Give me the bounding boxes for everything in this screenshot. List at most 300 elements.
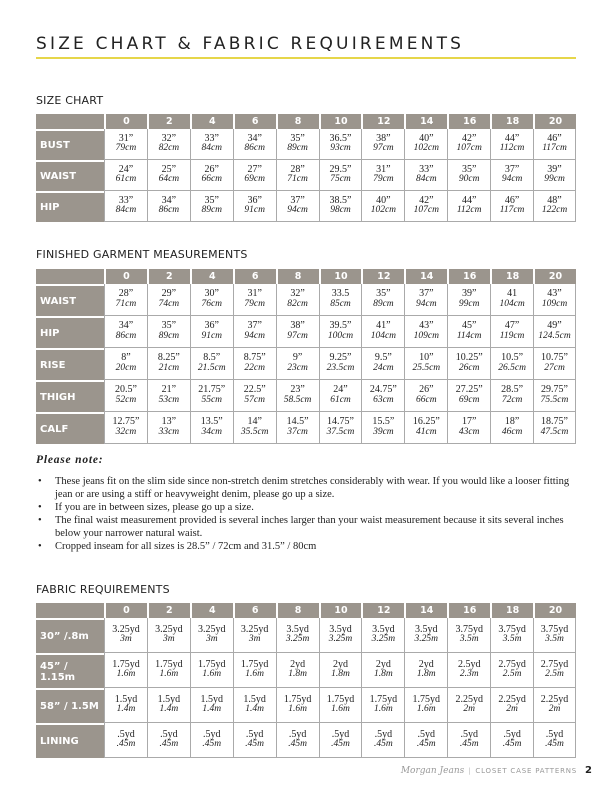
imperial-value: 28” [118,288,134,300]
measurement-cell [361,284,404,316]
measurement-cell [404,653,447,688]
metric-value: .45m [416,739,436,750]
imperial-value: 20.5” [114,384,137,396]
imperial-value: 37” [504,163,520,175]
measurement-cell [490,380,533,412]
table-corner [36,114,104,129]
metric-value: 2m [548,704,561,715]
measurement-cell [404,160,447,191]
imperial-value: .5yd [460,728,478,740]
imperial-value: 2.25yd [540,693,569,705]
imperial-value: 1.5yd [114,693,138,705]
metric-value: 27cm [544,362,565,373]
metric-value: 3.25m [371,634,396,645]
measurement-cell [447,191,490,222]
measurement-cell [190,284,233,316]
measurement-cell [104,129,147,160]
imperial-value: 3.5yd [329,623,352,635]
finished-garment-table [36,269,576,444]
row-label: LINING [36,723,104,758]
imperial-value: 37” [247,320,262,332]
imperial-value: 21” [161,384,177,396]
metric-value: 100cm [327,330,354,341]
imperial-value: 15.5” [372,416,395,428]
size-column-header: 10 [319,603,362,618]
metric-value: 97cm [287,330,308,341]
notes-list [36,475,576,553]
metric-value: 1.6m [159,669,179,680]
measurement-cell [319,129,362,160]
imperial-value: 1.75yd [369,693,398,705]
metric-value: .45m [331,739,350,750]
measurement-cell [404,316,447,348]
measurement-cell [319,191,362,222]
imperial-value: 8” [121,352,131,364]
imperial-value: 3.25yd [155,623,183,635]
imperial-value: 8.5” [203,352,221,364]
size-column-header: 18 [490,603,533,618]
measurement-cell [404,688,447,723]
measurement-cell [533,348,576,380]
finished-garment-heading: FINISHED GARMENT MEASUREMENTS [36,248,248,261]
footer-brand: Morgan Jeans [400,765,465,776]
metric-value: 25.5cm [412,362,441,373]
measurement-cell [447,348,490,380]
imperial-value: 16.25” [412,416,440,428]
measurement-cell [404,191,447,222]
metric-value: 26cm [458,362,480,373]
metric-value: .45m [116,739,136,750]
metric-value: .45m [459,739,479,750]
imperial-value: 49” [547,320,562,332]
measurement-cell [404,129,447,160]
measurement-cell [319,688,362,723]
metric-value: 1.8m [331,669,350,680]
metric-value: 85cm [330,298,351,309]
measurement-cell [361,129,404,160]
size-column-header: 16 [447,114,490,129]
imperial-value: 35” [204,194,219,206]
table-row [36,160,576,191]
measurement-cell [533,284,576,316]
metric-value: 61cm [115,174,137,185]
row-label: WAIST [36,284,104,316]
imperial-value: .5yd [203,728,221,740]
size-column-header: 6 [233,603,276,618]
measurement-cell [447,688,490,723]
measurement-cell [490,284,533,316]
measurement-cell [233,348,276,380]
imperial-value: 10.25” [455,352,483,364]
imperial-value: 26” [204,163,219,175]
measurement-cell [533,618,576,653]
metric-value: 93cm [330,143,351,154]
size-column-header: 12 [361,603,404,618]
measurement-cell [276,380,319,412]
measurement-cell [361,316,404,348]
measurement-cell [233,160,276,191]
imperial-value: 44” [461,194,477,206]
imperial-value: 22.5” [243,384,266,396]
imperial-value: 2yd [332,658,348,670]
metric-value: 47.5cm [540,426,569,437]
measurement-cell [190,618,233,653]
metric-value: 107cm [413,205,439,216]
measurement-cell [490,618,533,653]
metric-value: 3.25m [285,634,310,645]
measurement-cell [104,653,147,688]
measurement-cell [104,284,147,316]
imperial-value: 14.5” [286,416,309,428]
imperial-value: 8.75” [243,352,266,364]
metric-value: 1.6m [288,704,307,715]
measurement-cell [361,160,404,191]
imperial-value: .5yd [545,728,564,740]
imperial-value: 39” [547,163,562,175]
metric-value: 75cm [330,174,351,185]
table-row [36,723,576,758]
metric-value: 37.5cm [326,426,355,437]
metric-value: 1.8m [416,669,436,680]
imperial-value: 43” [547,288,562,300]
metric-value: 3m [205,634,218,645]
row-label: WAIST [36,160,104,191]
size-column-header: 0 [104,114,147,129]
size-column-header: 8 [276,114,319,129]
measurement-cell [319,618,362,653]
metric-value: 1.4m [202,704,222,715]
metric-value: 1.6m [416,704,436,715]
imperial-value: 3.5yd [372,623,395,635]
imperial-value: 3.5yd [415,623,438,635]
imperial-value: 18.75” [541,416,568,428]
metric-value: 43cm [458,426,480,437]
metric-value: .45m [288,739,307,750]
imperial-value: 24” [333,384,348,396]
measurement-cell [233,380,276,412]
imperial-value: 35” [461,163,477,175]
imperial-value: 38” [290,320,305,332]
metric-value: .45m [202,739,222,750]
imperial-value: 10.5” [501,352,524,364]
imperial-value: 34” [118,320,134,332]
measurement-cell [276,653,319,688]
metric-value: 119cm [499,330,525,341]
imperial-value: 42” [419,194,434,206]
metric-value: 1.8m [288,669,307,680]
metric-value: 58.5cm [283,394,312,405]
measurement-cell [233,284,276,316]
measurement-cell [104,348,147,380]
footer-separator: | [468,766,472,775]
metric-value: 66cm [201,174,223,185]
measurement-cell [361,380,404,412]
measurement-cell [361,191,404,222]
measurement-cell [490,412,533,444]
imperial-value: 41 [507,288,518,300]
metric-value: 3m [120,634,132,645]
metric-value: 91cm [244,205,265,216]
measurement-cell [147,723,190,758]
size-column-header: 2 [147,603,190,618]
metric-value: 21cm [158,362,180,373]
imperial-value: .5yd [331,728,350,740]
size-column-header: 18 [490,269,533,284]
imperial-value: 1.5yd [157,693,181,705]
imperial-value: 1.75yd [198,658,226,670]
imperial-value: 3.25yd [198,623,226,635]
imperial-value: 10” [419,352,434,364]
measurement-cell [147,618,190,653]
imperial-value: 3.25yd [112,623,140,635]
measurement-cell [276,688,319,723]
table-corner [36,603,104,618]
metric-value: 1.6m [116,669,136,680]
fabric-requirements-table [36,603,576,758]
metric-value: 37cm [287,426,308,437]
page-number: 2 [585,765,592,776]
metric-value: 94cm [287,205,308,216]
measurement-cell [533,316,576,348]
imperial-value: .5yd [245,728,264,740]
imperial-value: 13” [161,416,177,428]
measurement-cell [533,412,576,444]
table-row [36,348,576,380]
metric-value: 112cm [499,143,525,154]
measurement-cell [319,653,362,688]
imperial-value: 37” [290,194,305,206]
measurement-cell [361,348,404,380]
measurement-cell [147,688,190,723]
metric-value: 79cm [373,174,394,185]
size-column-header: 12 [361,269,404,284]
imperial-value: 10.75” [541,352,568,364]
metric-value: 46cm [501,426,523,437]
metric-value: 55cm [201,394,223,405]
measurement-cell [190,380,233,412]
imperial-value: 1.75yd [412,693,441,705]
table-row [36,412,576,444]
measurement-cell [276,284,319,316]
imperial-value: 43” [419,320,434,332]
metric-value: 79cm [244,298,265,309]
size-chart-table [36,114,576,222]
imperial-value: 14” [247,416,262,428]
measurement-cell [233,688,276,723]
imperial-value: 23” [290,384,305,396]
size-column-header: 2 [147,114,190,129]
measurement-cell [233,653,276,688]
measurement-cell [361,688,404,723]
measurement-cell [533,191,576,222]
measurement-cell [190,653,233,688]
measurement-cell [404,723,447,758]
size-chart-heading: SIZE CHART [36,94,104,107]
measurement-cell [361,412,404,444]
measurement-cell [533,688,576,723]
table-row [36,653,576,688]
measurement-cell [190,348,233,380]
measurement-cell [490,191,533,222]
metric-value: 2.5m [502,669,522,680]
measurement-cell [276,412,319,444]
measurement-cell [147,316,190,348]
imperial-value: 33” [419,163,434,175]
measurement-cell [319,380,362,412]
metric-value: 86cm [115,330,137,341]
imperial-value: 1.75yd [240,658,269,670]
imperial-value: 26” [419,384,434,396]
imperial-value: 12.75” [112,416,140,428]
metric-value: 99cm [544,174,565,185]
measurement-cell [147,191,190,222]
note-item: • The final waist measurement provided is several inches larger than your waist measurement because it sits several inches below your narrower natural waist. [36,514,576,540]
metric-value: .45m [159,739,179,750]
measurement-cell [233,412,276,444]
measurement-cell [490,316,533,348]
imperial-value: 1.75yd [283,693,312,705]
size-column-header: 0 [104,603,147,618]
measurement-cell [447,380,490,412]
measurement-cell [447,284,490,316]
imperial-value: 32” [290,288,305,300]
metric-value: .45m [545,739,564,750]
imperial-value: 2yd [418,658,434,670]
measurement-cell [233,618,276,653]
metric-value: 90cm [458,174,480,185]
imperial-value: 34” [161,194,177,206]
metric-value: 74cm [158,298,180,309]
metric-value: 94cm [501,174,523,185]
title-underline [36,57,576,59]
imperial-value: 31” [247,288,262,300]
imperial-value: 24.75” [369,384,397,396]
row-label: CALF [36,412,104,444]
measurement-cell [319,160,362,191]
metric-value: 86cm [158,205,180,216]
imperial-value: 44” [504,132,520,144]
table-corner [36,269,104,284]
table-row [36,316,576,348]
measurement-cell [319,348,362,380]
imperial-value: 37” [419,288,434,300]
measurement-cell [147,412,190,444]
metric-value: 32cm [115,426,137,437]
measurement-cell [104,160,147,191]
size-column-header: 14 [404,269,447,284]
measurement-cell [276,316,319,348]
imperial-value: 40” [376,194,391,206]
measurement-cell [447,653,490,688]
measurement-cell [490,348,533,380]
measurement-cell [104,618,147,653]
metric-value: 23cm [287,362,308,373]
metric-value: 64cm [158,174,180,185]
measurement-cell [276,160,319,191]
metric-value: 3.25m [328,634,353,645]
metric-value: 2.5m [545,669,564,680]
metric-value: 1.6m [374,704,393,715]
size-column-header: 2 [147,269,190,284]
imperial-value: 27” [247,163,262,175]
note-item: • If you are in between sizes, please go up a size. [36,501,576,514]
metric-value: 91cm [201,330,223,341]
measurement-cell [319,284,362,316]
imperial-value: 2yd [290,658,306,670]
imperial-value: 48” [547,194,562,206]
metric-value: 22cm [244,362,265,373]
imperial-value: 39” [461,288,477,300]
measurement-cell [104,191,147,222]
metric-value: 61cm [330,394,351,405]
metric-value: 2m [506,704,518,715]
imperial-value: 17” [461,416,477,428]
note-item: • These jeans fit on the slim side since non-stretch denim stretches considerably with wear. If you would like a looser fitting jean or are using a stiff or heavyweight denim, please go up a size. [36,475,576,501]
imperial-value: 2.75yd [540,658,569,670]
metric-value: 1.4m [245,704,265,715]
measurement-cell [447,618,490,653]
imperial-value: 25” [161,163,177,175]
measurement-cell [233,316,276,348]
size-column-header: 20 [533,114,576,129]
imperial-value: 36” [204,320,219,332]
size-column-header: 6 [233,114,276,129]
metric-value: 79cm [115,143,137,154]
measurement-cell [190,688,233,723]
metric-value: 69cm [458,394,480,405]
measurement-cell [361,618,404,653]
measurement-cell [319,723,362,758]
metric-value: 2m [463,704,476,715]
imperial-value: 2.75yd [498,658,526,670]
imperial-value: .5yd [503,728,521,740]
measurement-cell [533,129,576,160]
metric-value: 117cm [542,143,567,154]
imperial-value: 46” [504,194,520,206]
imperial-value: 40” [419,132,434,144]
imperial-value: 1.5yd [200,693,224,705]
metric-value: 53cm [158,394,180,405]
metric-value: 99cm [458,298,480,309]
imperial-value: 29.5” [329,163,352,175]
metric-value: 2.3m [459,669,479,680]
metric-value: 104cm [370,330,397,341]
imperial-value: .5yd [288,728,307,740]
imperial-value: .5yd [160,728,178,740]
metric-value: 122cm [541,205,568,216]
measurement-cell [490,653,533,688]
measurement-cell [319,316,362,348]
measurement-cell [147,160,190,191]
metric-value: 84cm [416,174,437,185]
size-column-header: 0 [104,269,147,284]
imperial-value: 18” [504,416,520,428]
size-column-header: 8 [276,269,319,284]
metric-value: 3.5m [502,634,522,645]
imperial-value: 36” [247,194,262,206]
table-row [36,284,576,316]
metric-value: 1.4m [159,704,179,715]
metric-value: 1.6m [331,704,350,715]
imperial-value: 38” [376,132,391,144]
metric-value: 1.6m [245,669,265,680]
imperial-value: 27.25” [455,384,483,396]
imperial-value: 21.75” [198,384,226,396]
size-column-header: 16 [447,603,490,618]
measurement-cell [276,348,319,380]
row-label: BUST [36,129,104,160]
row-label: RISE [36,348,104,380]
